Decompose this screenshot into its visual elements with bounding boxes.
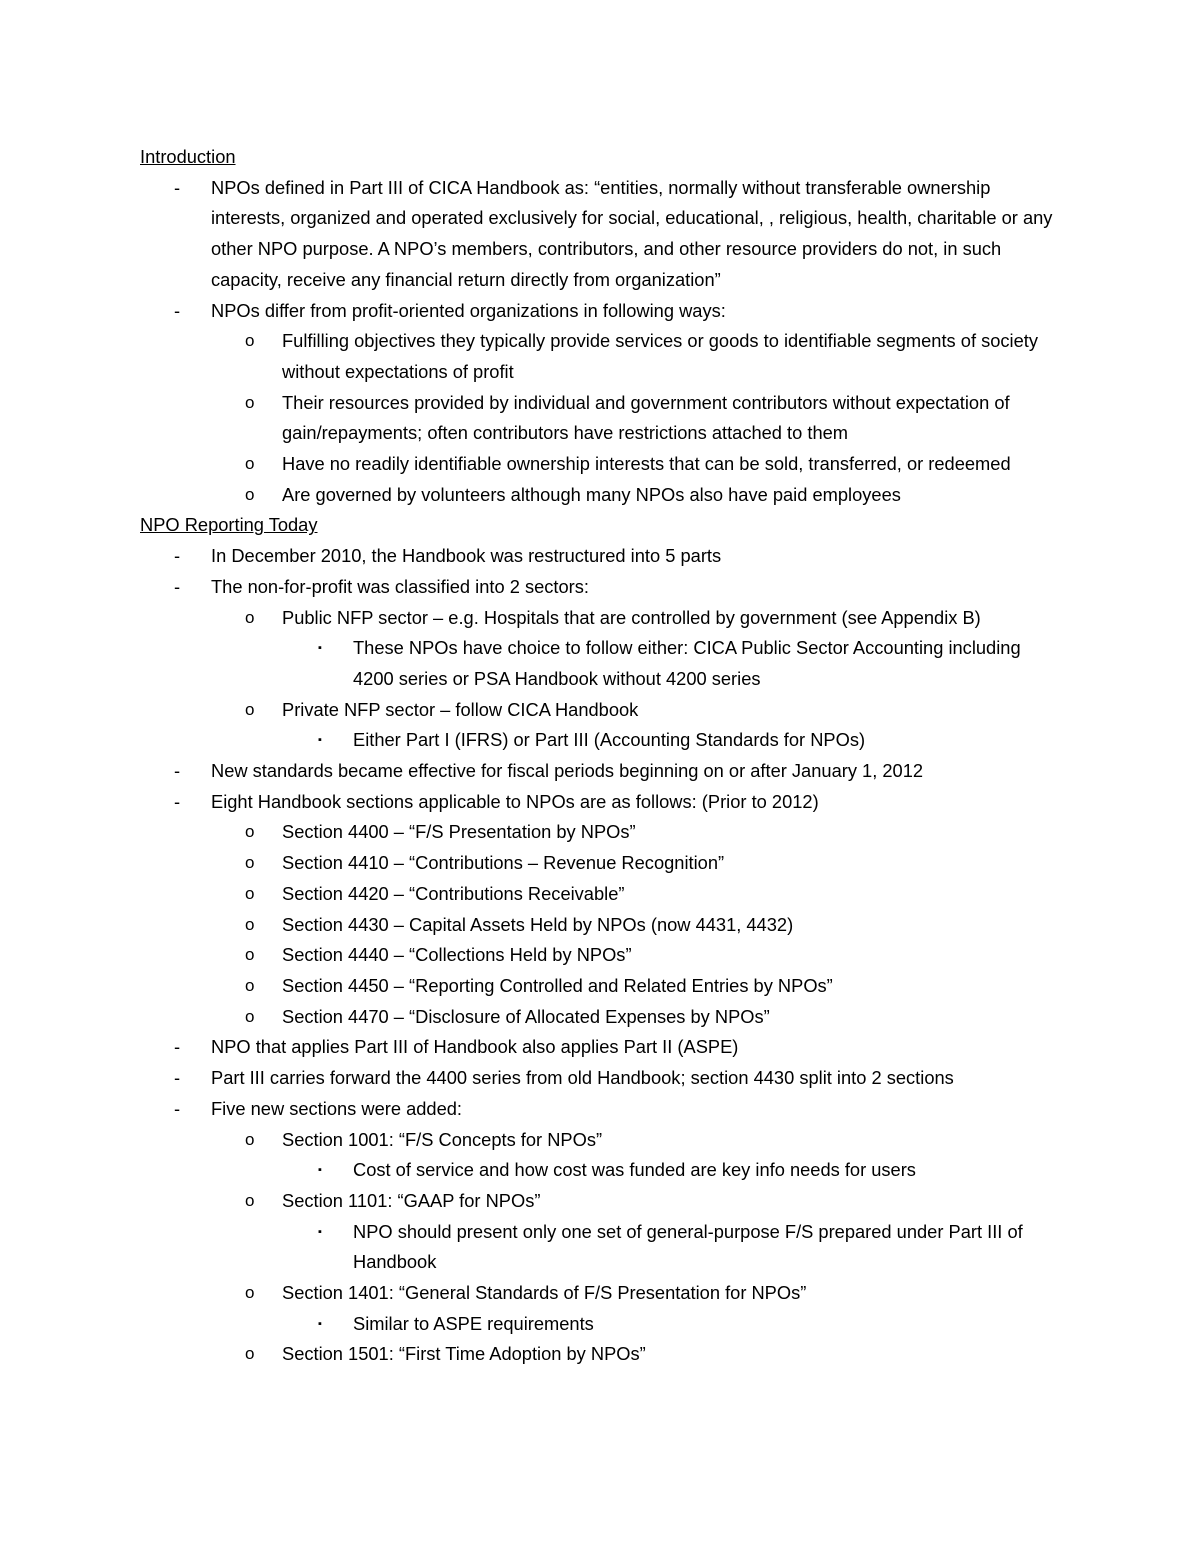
list-item-text: In December 2010, the Handbook was restructured into 5 parts <box>211 545 722 567</box>
sub-list-item <box>211 1125 1060 1186</box>
sub-list-item-text: Private NFP sector – follow CICA Handbook <box>282 698 639 720</box>
list-item <box>140 541 1060 572</box>
sub-list-item-text: Fulfilling objectives they typically provide services or goods to identifiable segments of society without expectations of profit <box>282 330 1038 382</box>
sub-list-item-text: Are governed by volunteers although many NPOs also have paid employees <box>282 483 901 505</box>
sub-sub-list-item <box>282 725 1060 756</box>
list-item <box>140 1032 1060 1063</box>
sub-list-item-text: Section 4410 – “Contributions – Revenue Recognition” <box>282 852 725 874</box>
sub-sub-list-item <box>282 1217 1060 1278</box>
list-item-text: The non-for-profit was classified into 2 sectors: <box>211 575 589 597</box>
dash-bullet-icon: - <box>174 176 181 198</box>
sub-sub-list-item-text: These NPOs have choice to follow either: CICA Public Sector Accounting including 4200 series or PSA Handbook without 4200 series <box>353 637 1021 689</box>
sub-list-item <box>211 1339 1060 1370</box>
sub-list-item-text: Their resources provided by individual and government contributors without expectation of gain/repayments; often contributors have restrictions attached to them <box>282 391 1010 444</box>
dash-bullet-icon: - <box>174 790 181 812</box>
list-item <box>140 173 1060 296</box>
sub-list-item-text: Section 4400 – “F/S Presentation by NPOs” <box>282 821 636 843</box>
circle-bullet-icon: o <box>245 1006 255 1026</box>
sub-list-item <box>211 603 1060 695</box>
dash-bullet-icon: - <box>174 1036 181 1058</box>
list-item-text: Eight Handbook sections applicable to NPOs are as follows: (Prior to 2012) <box>211 790 819 812</box>
sub-sub-list-item-text: Cost of service and how cost was funded are key info needs for users <box>353 1159 916 1181</box>
square-bullet-icon: ▪ <box>318 1317 322 1330</box>
list-item <box>140 756 1060 787</box>
dash-bullet-icon: - <box>174 760 181 782</box>
circle-bullet-icon: o <box>245 392 255 412</box>
circle-bullet-icon: o <box>245 1129 255 1149</box>
list-item <box>140 296 1060 511</box>
square-bullet-icon: ▪ <box>318 734 322 747</box>
list-item-text: Part III carries forward the 4400 series from old Handbook; section 4430 split into 2 sections <box>211 1067 954 1089</box>
list-item <box>140 1094 1060 1370</box>
list-item-text: NPOs defined in Part III of CICA Handbook as: “entities, normally without transferable ownership interests, organized and operated exclusively for social, educational, , religious, health, charitable or any other NPO purpose. A NPO’s members, contributors, and other resource providers do not, in such capacity, receive any financial return directly from organization” <box>211 176 1053 290</box>
sub-bullet-list <box>211 603 1060 757</box>
circle-bullet-icon: o <box>245 975 255 995</box>
sub-list-item-text: Have no readily identifiable ownership interests that can be sold, transferred, or redeemed <box>282 453 1011 475</box>
sub-sub-list-item-text: Similar to ASPE requirements <box>353 1312 594 1334</box>
bullet-list <box>140 173 1060 511</box>
sub-list-item <box>211 326 1060 387</box>
sub-list-item <box>211 971 1060 1002</box>
square-bullet-icon: ▪ <box>318 642 322 655</box>
sub-list-item <box>211 695 1060 756</box>
sub-list-item <box>211 910 1060 941</box>
circle-bullet-icon: o <box>245 454 255 474</box>
circle-bullet-icon: o <box>245 883 255 903</box>
list-item-text: Five new sections were added: <box>211 1097 462 1119</box>
bullet-list <box>140 541 1060 1370</box>
square-bullet-icon: ▪ <box>318 1164 322 1177</box>
sub-list-item <box>211 940 1060 971</box>
section-heading: Introduction <box>140 146 236 167</box>
circle-bullet-icon: o <box>245 1283 255 1303</box>
circle-bullet-icon: o <box>245 699 255 719</box>
sub-list-item <box>211 1002 1060 1033</box>
sub-sub-list-item <box>282 1155 1060 1186</box>
circle-bullet-icon: o <box>245 853 255 873</box>
sub-sub-list-item-text: Either Part I (IFRS) or Part III (Accounting Standards for NPOs) <box>353 729 866 751</box>
sub-bullet-list <box>211 1125 1060 1371</box>
sub-list-item-text: Section 1501: “First Time Adoption by NPOs” <box>282 1343 646 1365</box>
sub-list-item-text: Section 4420 – “Contributions Receivable” <box>282 882 625 904</box>
dash-bullet-icon: - <box>174 1097 181 1119</box>
list-item-text: NPO that applies Part III of Handbook also applies Part II (ASPE) <box>211 1036 739 1058</box>
sub-sub-list-item <box>282 1309 1060 1340</box>
dash-bullet-icon: - <box>174 575 181 597</box>
sub-list-item <box>211 817 1060 848</box>
document-content <box>140 142 1060 1370</box>
sub-list-item <box>211 480 1060 511</box>
sub-list-item-text: Section 4470 – “Disclosure of Allocated Expenses by NPOs” <box>282 1005 770 1027</box>
circle-bullet-icon: o <box>245 1190 255 1210</box>
circle-bullet-icon: o <box>245 484 255 504</box>
list-item-text: New standards became effective for fiscal periods beginning on or after January 1, 2012 <box>211 760 924 782</box>
dash-bullet-icon: - <box>174 299 181 321</box>
list-item <box>140 1063 1060 1094</box>
sub-list-item-text: Section 1001: “F/S Concepts for NPOs” <box>282 1128 603 1150</box>
list-item <box>140 787 1060 1033</box>
circle-bullet-icon: o <box>245 607 255 627</box>
sub-list-item <box>211 388 1060 449</box>
list-item-text: NPOs differ from profit-oriented organizations in following ways: <box>211 299 726 321</box>
sub-list-item-text: Public NFP sector – e.g. Hospitals that are controlled by government (see Appendix B) <box>282 606 981 628</box>
sub-sub-list-item-text: NPO should present only one set of general-purpose F/S prepared under Part III of Handbook <box>353 1220 1023 1273</box>
sub-sub-bullet-list <box>282 725 1060 756</box>
sub-bullet-list <box>211 326 1060 510</box>
dash-bullet-icon: - <box>174 545 181 567</box>
sub-list-item <box>211 1186 1060 1278</box>
dash-bullet-icon: - <box>174 1067 181 1089</box>
circle-bullet-icon: o <box>245 945 255 965</box>
sub-sub-bullet-list <box>282 633 1060 694</box>
circle-bullet-icon: o <box>245 822 255 842</box>
sub-sub-bullet-list <box>282 1309 1060 1340</box>
sub-list-item <box>211 449 1060 480</box>
sub-list-item <box>211 879 1060 910</box>
sub-list-item-text: Section 4440 – “Collections Held by NPOs” <box>282 944 632 966</box>
circle-bullet-icon: o <box>245 331 255 351</box>
sub-list-item-text: Section 1401: “General Standards of F/S Presentation for NPOs” <box>282 1282 807 1304</box>
square-bullet-icon: ▪ <box>318 1225 322 1238</box>
sub-list-item-text: Section 1101: “GAAP for NPOs” <box>282 1189 541 1211</box>
sub-list-item-text: Section 4450 – “Reporting Controlled and Related Entries by NPOs” <box>282 974 833 996</box>
section-heading: NPO Reporting Today <box>140 514 318 536</box>
sub-sub-list-item <box>282 633 1060 694</box>
sub-bullet-list <box>211 817 1060 1032</box>
sub-sub-bullet-list <box>282 1155 1060 1186</box>
list-item <box>140 572 1060 756</box>
sub-list-item-text: Section 4430 – Capital Assets Held by NPOs (now 4431, 4432) <box>282 913 794 935</box>
circle-bullet-icon: o <box>245 914 255 934</box>
sub-list-item <box>211 848 1060 879</box>
circle-bullet-icon: o <box>245 1344 255 1364</box>
sub-list-item <box>211 1278 1060 1339</box>
sub-sub-bullet-list <box>282 1217 1060 1278</box>
